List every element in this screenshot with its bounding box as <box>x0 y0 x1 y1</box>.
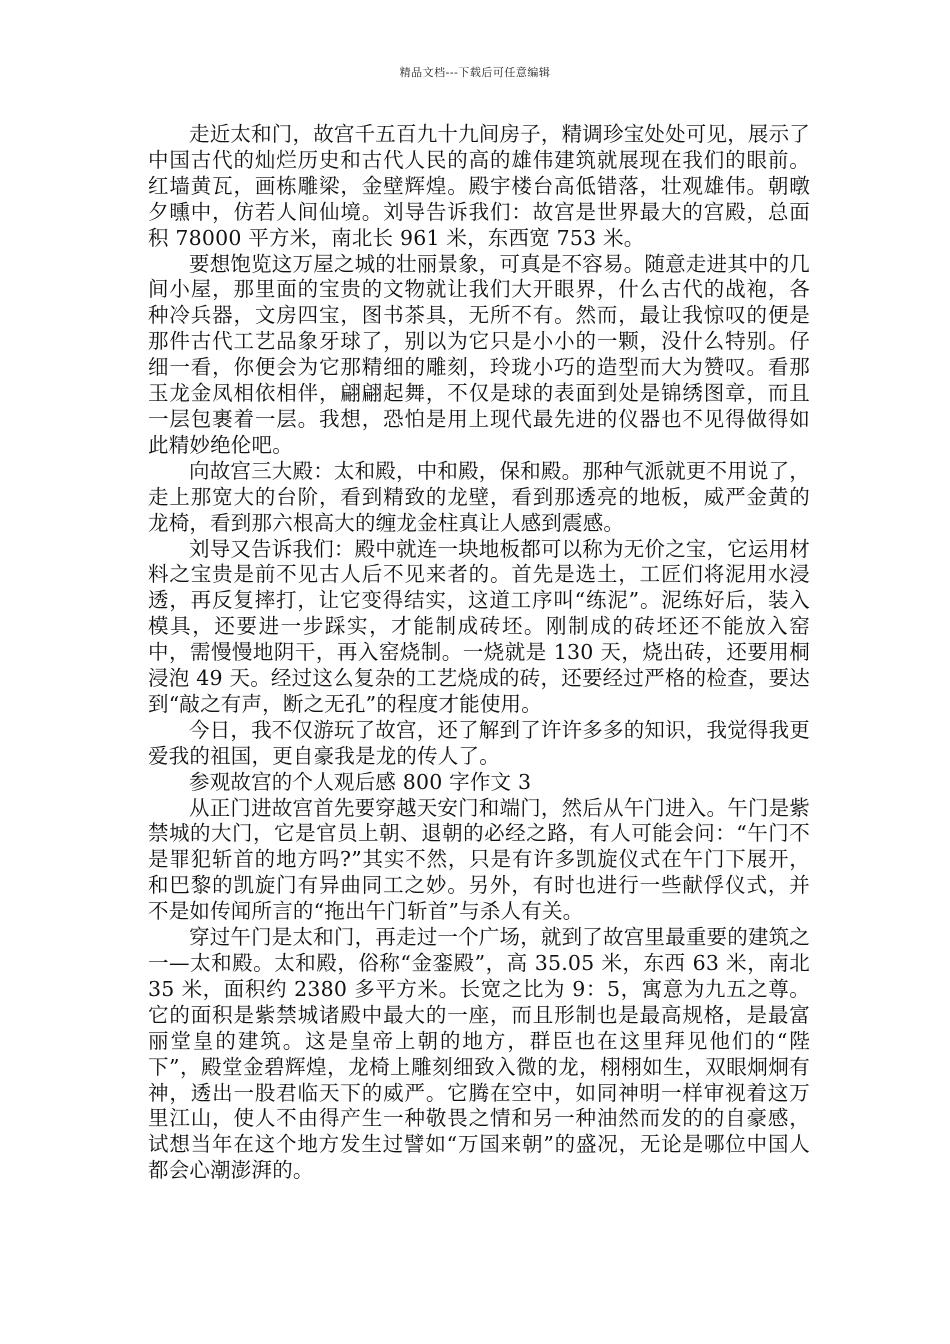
article-body <box>148 122 810 1184</box>
paragraph-7: 穿过午门是太和门，再走过一个广场，就到了故宫里最重要的建筑之一—太和殿。太和殿，俗称“金銮殿”，高 35.05 米，东西 63 米，南北 35 米，面积约 2380 多平方米。长宽之比为 9：5，寓意为九五之尊。它的面积是紫禁城诸殿中最大的一座，而且形制也是最高规格，是最富丽堂皇的建筑。这是皇帝上朝的地方，群臣也在这里拜见他们的“陛下”，殿堂金碧辉煌，龙椅上雕刻细致入微的龙，栩栩如生，双眼炯炯有神，透出一股君临天下的威严。它腾在空中，如同神明一样审视着这万里江山，使人不由得产生一种敬畏之情和另一种油然而发的的自豪感，试想当年在这个地方发生过譬如“万国来朝”的盛况，无论是哪位中国人都会心潮澎湃的。 <box>148 925 810 1183</box>
paragraph-4: 刘导又告诉我们：殿中就连一块地板都可以称为无价之宝，它运用材料之宝贵是前不见古人后不见来者的。首先是选土，工匠们将泥用水浸透，再反复摔打，让它变得结实，这道工序叫“练泥”。泥练好后，装入模具，还要进一步踩实，才能制成砖坯。刚制成的砖坯还不能放入窑中，需慢慢地阴干，再入窑烧制。一烧就是 130 天，烧出砖，还要用桐浸泡 49 天。经过这么复杂的工艺烧成的砖，还要经过严格的检查，要达到“敲之有声，断之无孔”的程度才能使用。 <box>148 536 810 716</box>
paragraph-3: 向故宫三大殿：太和殿，中和殿，保和殿。那种气派就更不用说了，走上那宽大的台阶，看到精致的龙壁，看到那透亮的地板，威严金黄的龙椅，看到那六根高大的缠龙金柱真让人感到震感。 <box>148 458 810 535</box>
paragraph-6: 从正门进故宫首先要穿越天安门和端门，然后从午门进入。午门是紫禁城的大门，它是官员上朝、退朝的必经之路，有人可能会问：“午门不是罪犯斩首的地方吗?”其实不然，只是有许多凯旋仪式在午门下展开，和巴黎的凯旋门有异曲同工之妙。另外，有时也进行一些献俘仪式，并不是如传闻所言的“拖出午门斩首”与杀人有关。 <box>148 795 810 924</box>
section-heading: 参观故宫的个人观后感 800 字作文 3 <box>189 769 532 794</box>
page-header: 精品文档---下载后可任意编辑 <box>399 66 551 79</box>
paragraph-1: 走近太和门，故宫千五百九十九间房子，精调珍宝处处可见，展示了中国古代的灿烂历史和古代人民的高的雄伟建筑就展现在我们的眼前。红墙黄瓦，画栋雕梁，金壁辉煌。殿宇楼台高低错落，壮观雄伟。朝暾夕曛中，仿若人间仙境。刘导告诉我们：故宫是世界最大的宫殿，总面积 78000 平方米，南北长 961 米，东西宽 753 米。 <box>148 122 810 250</box>
paragraph-5: 今日，我不仅游玩了故宫，还了解到了许许多多的知识，我觉得我更爱我的祖国，更自豪我是龙的传人了。 <box>148 717 810 768</box>
paragraph-2: 要想饱览这万屋之城的壮丽景象，可真是不容易。随意走进其中的几间小屋，那里面的宝贵的文物就让我们大开眼界，什么古代的战袍，各种冷兵器，文房四宝，图书茶具，无所不有。然而，最让我惊叹的便是那件古代工艺品象牙球了，别以为它只是小小的一颗，没什么特别。仔细一看，你便会为它那精细的雕刻，玲珑小巧的造型而大为赞叹。看那玉龙金凤相依相伴，翩翩起舞，不仅是球的表面到处是锦绣图章，而且一层包裹着一层。我想，恐怕是用上现代最先进的仪器也不见得做得如此精妙绝伦吧。 <box>148 251 810 457</box>
